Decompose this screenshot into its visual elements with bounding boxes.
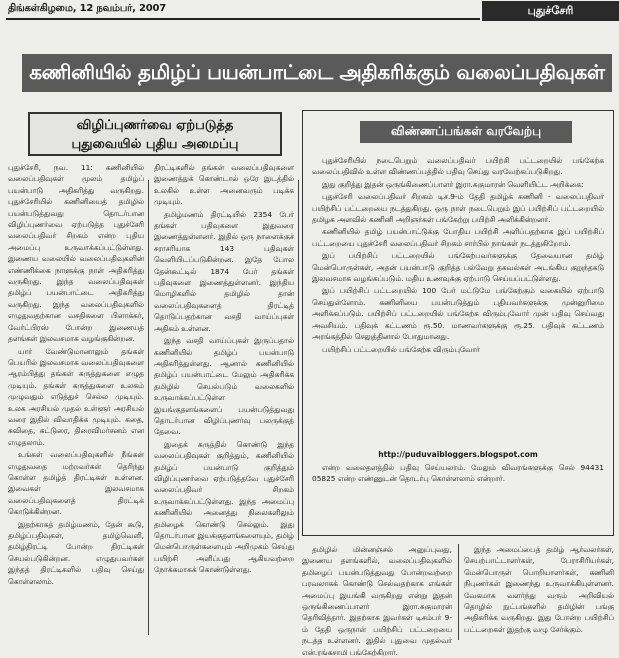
article-paragraph: இதற்காகத் தமிழ்மணம், தேன் கூடு, தமிழ்ப்பதிவுகள், தமிழ்வெளி, தமிழ்திரட்டி போன்ற திரட்டிகள் செயல்படுகின்றன. எழுதுபவர்கள் இந்தத் திரட்டிகளில் பதிவு செய்து கொள்ளலாம்.	[8, 519, 144, 586]
box-paragraph: புதுச்சேரி வலைப்பதிவர் சிறகம் டிச.9-ம் தேதி தமிழ்க் கணினி - வலைப்பதிவர் பயிற்சிப் பட்டறையை நடத்துகிறது. ஒரு நாள் நடைபெறும் இப் பயிற்சிப் பட்டறையில் தமிழக அளவில் கணினி அறிஞர்கள் பங்கேற்று பயிற்சி அளிக்கின்றனர்.	[312, 192, 604, 225]
box-footer-text: என்ற வலைதளத்தில் பதிவு செய்யலாம். மேலும் விவரங்களுக்கு செல் 94431 05825 என்ற எண்ணுடன் தொடர்பு கொள்ளலாம் என்றார்.	[312, 463, 604, 484]
section-tab: புதுச்சேரி	[482, 1, 619, 21]
article-column-left	[8, 162, 144, 638]
blog-url: http://puduvaibloggers.blogspot.com	[378, 450, 538, 459]
article-paragraph: யார் வேண்டுமானாலும் தங்கள் பெயரில் இலவசமாக வலைப்பதிவுகளை ஆரம்பித்து தங்கள் கருத்துகளை எழுத முடியும். தங்கள் கருத்துகளை உலகம் முழுவதும் எடுத்துச் செல்ல முடியும். உலக அரசியல் முதல் உள்ளூர் அரசியல் வரை இதில் விவாதிக்க முடியும். கதை, கவிதை, கட்டுரை, திரைவிமர்சனம் என எழுதலாம்.	[8, 346, 144, 447]
header-rule	[6, 18, 480, 20]
column-divider	[298, 180, 299, 540]
box-paragraph: இப் பயிற்சிப் பட்டறையில் 100 பேர் மட்டுமே பங்கேற்கும் வகையில் ஏற்பாடு செய்துள்ளோம். கணினியை பயன்படுத்தும் புதியவர்களுக்கு முன்னுரிமை அளிக்கப்படும். பயிற்சிப் பட்டறையில் பங்கேற்க விரும்புவோர் முன் பதிவு செய்வது அவசியம். பதிவுக் கட்டணம் ரூ.50. மாணவர்களுக்கு ரூ.25. பதிவுக் கட்டணம் அரங்கத்தில் செலுத்தினால் போதுமானது.	[312, 286, 604, 342]
box-paragraph: புதுச்சேரியில் நடைபெறும் வலைப்பதிவர் பயிற்சி பட்டறையில் பங்கேற்க வலைப்பதிவில் உள்ள விண்ணப்பத்தில் பதிவு செய்து வரவேற்கப்படுகிறது.	[312, 156, 604, 177]
article-paragraph: தமிழில் மின்னஞ்சல் அனுப்புவது, இணைய தளங்களில், வலைப்பதிவுகளில் தமிழைப் பயன்படுத்துவது போன்றவற்றை பரவலாகக் கொண்டு செல்வதற்காக எங்கள் அமைப்பு இயங்கி வருகிறது என்று இதன் ஒருங்கிணைப்பாளர் இரா.சுகுமாரன் தெரிவித்தார். இதற்காக இவர்கள் டிசம்பர் 9-ம் தேதி ஒருநாள் பயிற்சிப் பட்டறையை நடத்த உள்ளனர். இதில் புதுவை முதல்வர் என்.ரங்கசாமி பங்கேற்கிறார்.	[302, 545, 452, 657]
applications-box-body	[312, 155, 604, 455]
article-paragraph: திரட்டிகளில் தங்கள் வலைப்பதிவுகளை இணைத்துக் கொண்டால் ஒரே இடத்தில் உலகில் உள்ள அனைவரும் படிக்க முடியும்.	[154, 163, 294, 207]
article-paragraph: தமிழ்மணம் திரட்டியில் 2354 பேர் தங்கள் பதிவுகளை இதுவரை இணைத்துள்ளனர். இதில் ஒரு நாளைக்குச் சராசரியாக 143 பதிவுகள் வெளியிடப்படுகின்றன. இதே போல தேன்கூட்டில் 1874 பேர் தங்கள் பதிவுகளை இணைத்துள்ளனர். இந்திய மொழிகளில் தமிழில் தான் வலைப்பதிவுகளைத் திரட்டித் தொடுப்பதற்கான வசதி வாய்ப்புகள் அதிகம் உள்ளன.	[154, 209, 294, 333]
article-column-bottom-right	[464, 544, 614, 640]
headline: கணினியில் தமிழ்ப் பயன்பாட்டை அதிகரிக்கும் வலைப்பதிவுகள்	[22, 54, 612, 92]
article-paragraph: புதுச்சேரி, நவ. 11: கணினியில் வலைப்பதிவுகள் மூலம் தமிழ்ப் பயன்பாடு அதிகரித்து வருகிறது. புதுச்சேரியில் கணினியைத் தமிழில் பயன்படுத்துவது தொடர்பான விழிப்புணர்வை ஏற்படுத்த புதுச்சேரி வலைப்பதிவர் சிறகம் என்ற புதிய அமைப்பு உருவாக்கப்பட்டுள்ளது. இணைய வலையில் வலைப்பதிவுகளின் எண்ணிக்கை நாளுக்கு நாள் அதிகரித்து வருகிறது. இந்த வலைப்பதிவுகள் தமிழ்ப் பயன்பாட்டை அதிகரித்து வருகிறது. இந்த வலைப்பதிவுகளில் எழுதுவதற்கான வசதிகளை பிளாக்கர், வேர்ட்பிரஸ் போன்ற இணையத் தளங்கள் இலவசமாக வழங்குகின்றன.	[8, 163, 144, 344]
article-paragraph: உங்கள் வலைப்பதிவுகளில் நீங்கள் எழுதுவதை மற்றவர்கள் தெரிந்து கொள்ள தமிழ்த் திரட்டிகள் உள்ளன. இவைகள் இலவசமாக வலைப்பதிவுகளைத் திரட்டிக் கொடுக்கின்றன.	[8, 450, 144, 517]
applications-box-title: விண்ணப்பங்கள் வரவேற்பு	[360, 121, 572, 143]
column-divider	[148, 180, 149, 635]
dateline: திங்கள்கிழமை, 12 நவம்பர், 2007	[8, 3, 167, 14]
box-paragraph: இப் பயிற்சிப் பட்டறையில் பங்கேற்பவர்களுக்கு தேவையான தமிழ் மென்பொருள்கள், அதன் பயன்பாடு குறித்த பல்வேறு தகவல்கள் அடங்கிய குறுந்தகடு இலவசமாக வழங்கப்படும். மதிய உணவுக்கு ஏற்பாடு செய்யப்பட்டுள்ளது.	[312, 251, 604, 284]
box-paragraph: பயிற்சிப் பட்டறையில் பங்கேற்க விரும்புவோர்	[322, 344, 480, 354]
subheadline-line-1: விழிப்புணர்வை ஏற்படுத்த	[76, 118, 234, 133]
article-column-bottom-mid	[302, 544, 452, 657]
article-column-middle	[154, 162, 294, 638]
article-paragraph: இந்த வசதி வாய்ப்புகள் இருப்பதால் கணினியில் தமிழ்ப் பயன்பாடு அதிகரித்துள்ளது. ஆனால் கணினியில் தமிழ்ப் பயன்பாட்டை மேலும் அதிகரிக்க தமிழில் செயல்படும் வலைகளில் உருவாக்கப்பட்டுள்ள இயங்குதளங்களைப் பயன்படுத்துவது தொடர்பான விழிப்புணர்வு பலருக்குத் தேவை.	[154, 336, 294, 437]
column-divider	[458, 544, 459, 640]
article-paragraph: இந்த அமைப்பைத் தமிழ் ஆர்வலர்கள், செயற்பாட்டாளர்கள், பேராசிரியர்கள், மென்பொருள் பொறியாளர்கள், கணினி நிபுணர்கள் இணைந்து உருவாக்கியுள்ளனர். வேகமாக வளர்ந்து வரும் அறிவியல் தொழில் நுட்பங்களில் தமிழின் பங்கு அதிகரிக்க வருகிறது. இது போன்ற பயிற்சிப் பட்டறைகள் இதற்கு வழு சேர்க்கும்.	[464, 545, 614, 634]
article-paragraph: இதைக் கருத்தில் கொண்டு இந்த வலைப்பதிவுகள் குறித்தும், கணினியில் தமிழ்ப் பயன்பாடு குறித்தும் விழிப்புணர்வை ஏற்படுத்தவே புதுச்சேரி வலைப்பதிவர் சிறகம் உருவாக்கப்பட்டுள்ளது. இந்த அமைப்பு கணினியில் அனைத்து நிலைகளிலும் தமிழைக் கொண்டு செல்லும். இது தொடர்பான இயக்குதளங்களையும், தமிழ் மென்பொருள்களையும் அறிமுகம் செய்து பயிற்சி அளிப்பது ஆகியவற்றை நோக்கமாகக் கொண்டுள்ளது.	[154, 439, 294, 575]
box-paragraph: கணினியில் தமிழ் பயன்பாட்டுக்கு போதிய பயிற்சி அளிப்பதற்காக இப் பயிற்சிப் பட்டறையை புதுச்சேரி வலைப்பதிவர் சிறகம் சார்பில் நாங்கள் நடத்துகிறோம்.	[312, 227, 604, 248]
subheadline-line-2: புதுவையில் புதிய அமைப்பு	[71, 137, 239, 152]
subheadline-box	[28, 112, 282, 156]
applications-box-footer	[312, 462, 604, 528]
box-paragraph: இது குறித்து இதன் ஒருங்கிணைப்பாளர் இரா.சுகுமாரன் வெளியிட்ட அறிக்கை:	[322, 179, 584, 189]
